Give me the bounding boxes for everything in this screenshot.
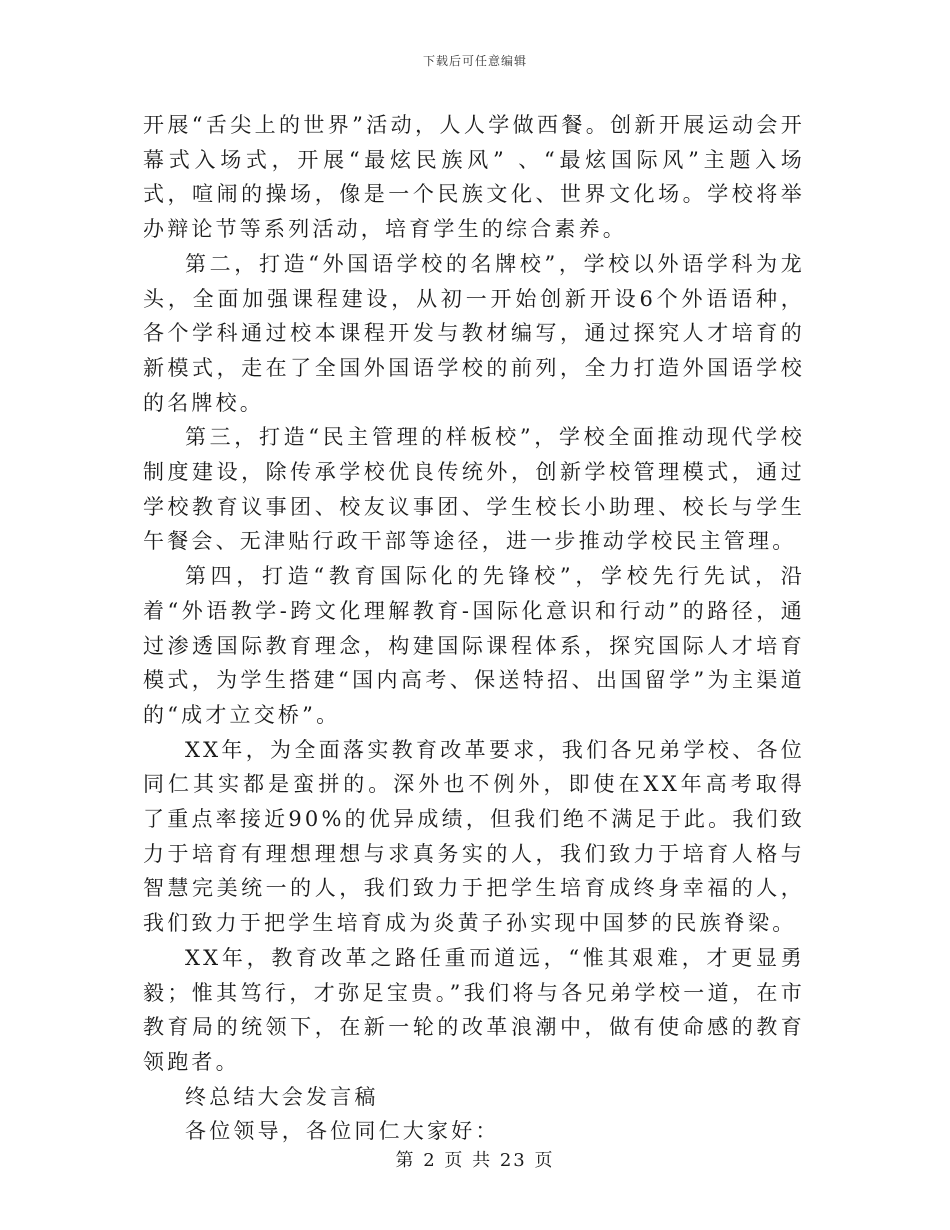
speech-greeting: 各位领导，各位同仁大家好： xyxy=(185,1119,500,1144)
paragraph-year-review: XX年，为全面落实教育改革要求，我们各兄弟学校、各位同仁其实都是蛮拼的。深外也不例外，即使在XX年高考取得了重点率接近90%的优异成绩，但我们绝不满足于此。我们致力于培育有理想理想与求真务实的人，我们致力于培育人格与智慧完美统一的人，我们致力于把学生培育成终身幸福的人，我们致力于把学生培育成为炎黄子孙实现中国梦的民族脊梁。 xyxy=(143,737,805,936)
paragraph-year-outlook: XX年，教育改革之路任重而道远，“惟其艰难，才更显勇毅；惟其笃行，才弥足宝贵。”我们将与各兄弟学校一道，在市教育局的统领下，在新一轮的改革浪潮中，做有使命感的教育领跑者。 xyxy=(143,945,805,1074)
paragraph-continuation: 开展“舌尖上的世界”活动，人人学做西餐。创新开展运动会开幕式入场式，开展“最炫民族风” 、“最炫国际风”主题入场式，喧闹的操场，像是一个民族文化、世界文化场。学校将举办辩论节等系列活动，培育学生的综合素养。 xyxy=(143,113,805,242)
speech-title: 终总结大会发言稿 xyxy=(185,1084,379,1109)
paragraph-fourth: 第四，打造“教育国际化的先锋校”，学校先行先试，沿着“外语教学-跨文化理解教育-国际化意识和行动”的路径，通过渗透国际教育理念，构建国际课程体系，探究国际人才培育模式，为学生搭建“国内高考、保送特招、出国留学”为主渠道的“成才立交桥”。 xyxy=(143,564,805,727)
page-number-footer: 第 2 页 共 23 页 xyxy=(395,1150,555,1171)
document-body xyxy=(143,108,805,1149)
paragraph-second: 第二，打造“外国语学校的名牌校”，学校以外语学科为龙头，全面加强课程建设，从初一开始创新开设6个外语语种，各个学科通过校本课程开发与教材编写，通过探究人才培育的新模式，走在了全国外国语学校的前列，全力打造外国语学校的名牌校。 xyxy=(143,251,805,415)
page-header: 下载后可任意编辑 xyxy=(422,54,527,68)
paragraph-third: 第三，打造“民主管理的样板校”，学校全面推动现代学校制度建设，除传承学校优良传统外，创新学校管理模式，通过学校教育议事团、校友议事团、学生校长小助理、校长与学生午餐会、无津贴行政干部等途径，进一步推动学校民主管理。 xyxy=(143,425,805,554)
